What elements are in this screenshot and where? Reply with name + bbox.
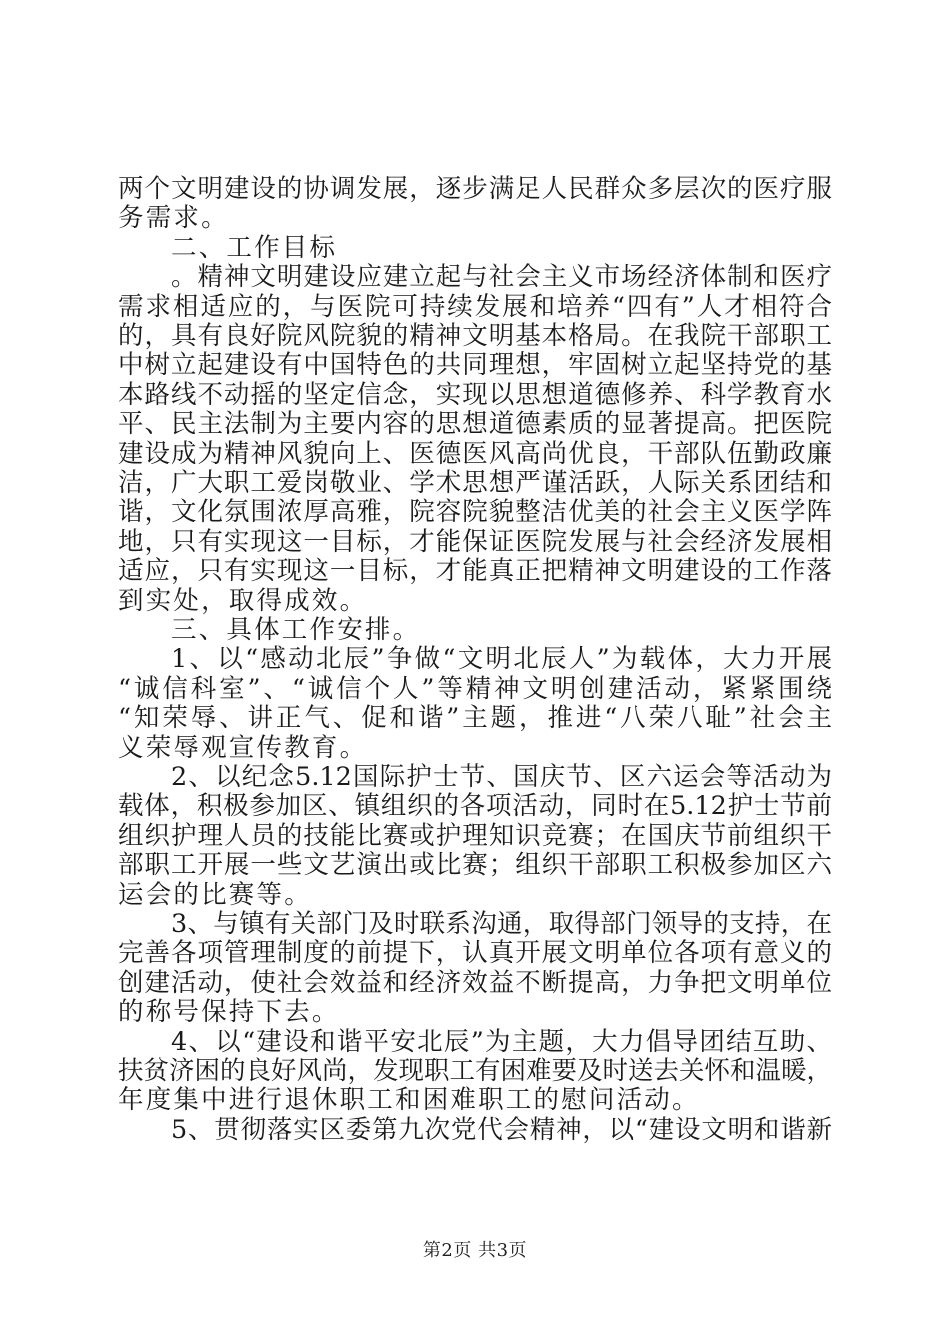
paragraph-line: 部职工开展一些文艺演出或比赛；组织干部职工积极参加区六 — [118, 850, 832, 881]
paragraph-line: 的，具有良好院风院貌的精神文明基本格局。在我院干部职工 — [118, 321, 832, 351]
paragraph-line: 。精神文明建设应建立起与社会主义市场经济体制和医疗 — [171, 262, 832, 293]
paragraph-line: 扶贫济困的良好风尚，发现职工有困难要及时送去关怀和温暖， — [118, 1056, 833, 1086]
page-number-footer: 第2页 共3页 — [422, 1240, 528, 1261]
section-heading: 二、工作目标 — [171, 232, 338, 263]
paragraph-line: 本路线不动摇的坚定信念，实现以思想道德修养、科学教育水 — [118, 379, 832, 410]
paragraph-line: 中树立起建设有中国特色的共同理想，牢固树立起坚持党的基 — [118, 350, 832, 381]
paragraph-line: 需求相适应的，与医院可持续发展和培养“四有”人才相符合 — [118, 291, 832, 322]
paragraph-line: 2、以纪念5.12国际护士节、国庆节、区六运会等活动为 — [171, 762, 832, 792]
paragraph-line: 务需求。 — [118, 203, 229, 234]
paragraph-line: 两个文明建设的协调发展，逐步满足人民群众多层次的医疗服 — [118, 174, 832, 204]
paragraph-line: 谐，文化氛围浓厚高雅，院容院貌整洁优美的社会主义医学阵 — [118, 497, 832, 528]
paragraph-line: 年度集中进行退休职工和困难职工的慰问活动。 — [118, 1085, 700, 1116]
paragraph-line: 到实处，取得成效。 — [118, 585, 368, 616]
paragraph-line: 组织护理人员的技能比赛或护理知识竞赛；在国庆节前组织干 — [118, 820, 832, 851]
paragraph-line: 地，只有实现这一目标，才能保证医院发展与社会经济发展相 — [118, 526, 832, 557]
paragraph-line: 载体，积极参加区、镇组织的各项活动，同时在5.12护士节前 — [118, 791, 832, 822]
paragraph-line: 4、以“建设和谐平安北辰”为主题，大力倡导团结互助、 — [171, 1026, 832, 1057]
paragraph-line: 运会的比赛等。 — [118, 879, 312, 910]
paragraph-line: 平、民主法制为主要内容的思想道德素质的显著提高。把医院 — [118, 409, 832, 440]
paragraph-line: 5、贯彻落实区委第九次党代会精神，以“建设文明和谐新 — [171, 1114, 832, 1145]
paragraph-line: 的称号保持下去。 — [118, 997, 340, 1028]
paragraph-line: 义荣辱观宣传教育。 — [118, 732, 368, 763]
paragraph-line: 建设成为精神风貌向上、医德医风高尚优良，干部队伍勤政廉 — [118, 438, 832, 469]
paragraph-line: 洁，广大职工爱岗敬业、学术思想严谨活跃，人际关系团结和 — [118, 468, 832, 498]
paragraph-line: 3、与镇有关部门及时联系沟通，取得部门领导的支持，在 — [171, 909, 832, 939]
paragraph-line: 创建活动，使社会效益和经济效益不断提高，力争把文明单位 — [118, 967, 832, 998]
paragraph-line: “知荣辱、讲正气、促和谐”主题，推进“八荣八耻”社会主 — [118, 703, 832, 734]
paragraph-line: 1、以“感动北辰”争做“文明北辰人”为载体，大力开展 — [171, 644, 832, 675]
paragraph-line: 适应，只有实现这一目标，才能真正把精神文明建设的工作落 — [118, 556, 832, 587]
section-heading: 三、具体工作安排。 — [171, 615, 421, 645]
paragraph-line: 完善各项管理制度的前提下，认真开展文明单位各项有意义的 — [118, 938, 832, 969]
paragraph-line: “诚信科室”、“诚信个人”等精神文明创建活动，紧紧围绕 — [118, 673, 832, 704]
